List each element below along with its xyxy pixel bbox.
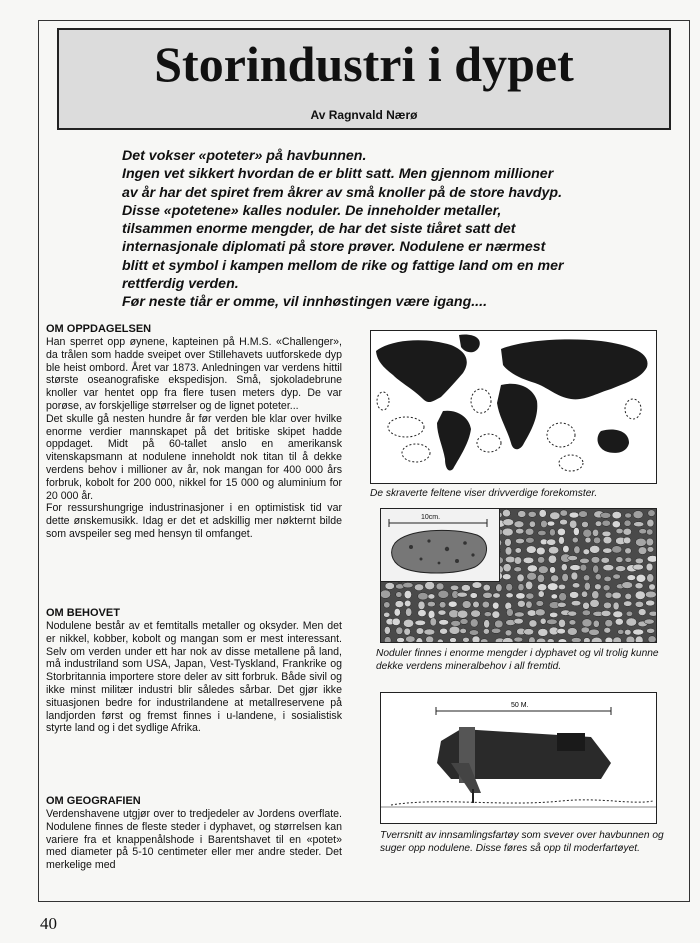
nodule-texture xyxy=(550,512,560,520)
nodule-texture xyxy=(396,592,402,598)
nodule-texture xyxy=(636,574,646,582)
intro-line: Det vokser «poteter» på havbunnen. xyxy=(122,148,367,164)
nodule-texture xyxy=(615,618,623,625)
nodule-texture xyxy=(528,511,536,517)
nodule-texture xyxy=(622,582,633,589)
nodule-texture xyxy=(418,601,425,610)
nodule-texture xyxy=(547,583,558,591)
nodule-texture xyxy=(638,609,646,616)
nodule-texture xyxy=(505,630,512,636)
nodule-texture xyxy=(582,521,589,527)
nodule-texture xyxy=(569,592,578,599)
nodule-texture xyxy=(404,600,411,607)
nodule-texture xyxy=(562,573,569,581)
nodule-texture xyxy=(583,602,590,609)
nodule-texture xyxy=(572,583,580,588)
nodule-texture xyxy=(646,538,653,546)
nodule-texture xyxy=(557,628,566,634)
nodule-texture xyxy=(515,538,524,543)
nodule-texture xyxy=(627,575,636,581)
nodule-texture xyxy=(506,609,513,617)
nodule-texture xyxy=(572,537,578,543)
nodule-texture xyxy=(635,558,643,564)
nodule-texture xyxy=(514,618,523,624)
nodule-texture xyxy=(514,637,523,642)
nodule-texture xyxy=(559,593,567,601)
nodule-texture xyxy=(541,520,548,527)
nodule-texture xyxy=(403,619,413,627)
nodule-texture xyxy=(616,557,623,563)
nodule-texture xyxy=(604,576,611,581)
intro-lead xyxy=(122,147,572,312)
nodule-texture xyxy=(623,528,631,535)
nodule-texture xyxy=(567,628,577,636)
nodule-texture xyxy=(625,548,632,554)
section-paragraph: Nodulene består av et femtitalls metaller og oksyder. Men det er nikkel, kobber, kobolt og mangan som er mest interessant. Selv om verden under ett har nok av disse metallene på land, må industriland som USA, Japan, Vest-Tyskland, Frankrike og Storbritannia importere store deler av sitt forbruk. Både sivil og ikke minst militær industri blir således sårbar. Det gjør ikke situasjonen bedre for industrilandene at metallreservene på landjorden først og fremst finnes i u-landene, i sosialistisk styrte land og i det sydlige Afrika. xyxy=(46,620,342,735)
nodules-photo xyxy=(380,508,657,643)
nodule-texture xyxy=(603,536,612,544)
nodule-texture xyxy=(505,556,515,563)
nodule-texture xyxy=(584,582,590,590)
nodule-texture xyxy=(646,600,655,606)
nodule-texture xyxy=(568,611,577,616)
ship-caption: Tverrsnitt av innsamlingsfartøy som svever over havbunnen og suger opp nodulene. Disse føres så opp til moderfartøyet. xyxy=(380,830,664,854)
nodule-texture xyxy=(568,556,578,561)
nodule-texture xyxy=(385,582,395,589)
nodule-texture xyxy=(592,591,599,599)
nodule-texture xyxy=(472,636,480,642)
nodule-texture xyxy=(525,581,532,590)
nodule-texture xyxy=(514,612,524,617)
nodule-texture xyxy=(563,545,569,552)
nodule-texture xyxy=(462,601,471,609)
nodule-texture xyxy=(579,511,588,518)
nodule-texture xyxy=(495,620,504,628)
nodule-texture xyxy=(647,574,654,583)
nodule-texture xyxy=(529,620,537,627)
nodule-texture xyxy=(557,528,565,535)
nodule-texture xyxy=(593,537,600,544)
nodule-texture xyxy=(504,538,511,546)
nodule-texture xyxy=(416,638,423,642)
nodule-texture xyxy=(484,620,490,628)
nodule-texture xyxy=(633,511,643,519)
nodule-texture xyxy=(604,627,611,633)
scale-label: 50 M. xyxy=(511,702,529,709)
nodule-texture xyxy=(571,638,581,642)
nodule-texture xyxy=(514,567,522,572)
nodule-texture xyxy=(384,626,390,634)
nodule-texture xyxy=(581,591,587,597)
section-paragraph: Verdenshavene utgjør over to tredjedeler av Jordens overflate. Nodulene finnes de fleste steder i dyphavet, og størrelsen kan variere fra et knappenålshode i Barentshavet til en «potet» med diameter på 5-10 centimeter eller mer andre steder. Det merkelige med xyxy=(46,808,342,872)
nodule-texture xyxy=(518,584,524,591)
nodule-texture xyxy=(515,548,521,553)
nodule-texture xyxy=(449,626,460,634)
nodule-texture xyxy=(460,628,467,633)
byline: Av Ragnvald Nærø xyxy=(310,108,418,122)
nodule-texture xyxy=(635,583,643,589)
collector-ship-figure xyxy=(380,692,657,824)
nodule-texture xyxy=(506,583,513,591)
nodule-texture xyxy=(633,564,644,570)
nodule-texture xyxy=(517,600,525,607)
nodule-texture xyxy=(603,548,612,553)
nodule-texture xyxy=(584,638,591,642)
nodule-texture xyxy=(526,601,532,608)
nodule-texture xyxy=(574,546,580,554)
nodule-texture xyxy=(582,619,592,627)
nodule-texture xyxy=(395,601,404,608)
nodule-texture xyxy=(457,610,468,618)
nodule-texture xyxy=(646,529,653,535)
nodule-texture xyxy=(529,521,535,527)
article-title: Storindustri i dypet xyxy=(154,36,574,92)
nodule-texture xyxy=(635,538,646,546)
nodule-texture xyxy=(514,521,524,528)
nodule-texture xyxy=(418,592,429,600)
nodule-texture xyxy=(469,630,479,636)
nodule-texture xyxy=(492,611,500,618)
nodule-texture xyxy=(503,519,514,526)
nodule-texture xyxy=(483,629,489,635)
nodule-texture xyxy=(439,620,449,626)
nodule-texture xyxy=(647,628,655,633)
section-geography xyxy=(46,795,342,872)
nodule-texture xyxy=(624,520,631,526)
nodule-texture xyxy=(529,637,536,642)
nodule-texture xyxy=(547,521,555,526)
nodule-texture xyxy=(538,566,548,574)
nodule-texture xyxy=(538,628,548,636)
nodule-texture xyxy=(602,531,611,537)
nodule-texture xyxy=(626,611,632,616)
nodule-texture xyxy=(648,510,655,517)
section-heading: OM BEHOVET xyxy=(46,607,120,619)
nodule-texture xyxy=(603,602,611,609)
nodule-texture xyxy=(603,564,614,570)
nodule-texture xyxy=(583,549,589,555)
nodule-texture xyxy=(524,629,534,635)
nodule-texture xyxy=(548,555,556,563)
nodule-texture xyxy=(483,584,490,591)
nodule-texture xyxy=(580,564,587,571)
nodule-texture xyxy=(571,600,581,605)
nodule-texture xyxy=(626,636,635,642)
nodule-texture xyxy=(492,602,499,609)
nodule-texture xyxy=(428,610,435,618)
nodule-texture xyxy=(538,591,544,598)
nodule-texture xyxy=(526,546,536,554)
nodule-texture xyxy=(381,590,391,598)
nodule-texture xyxy=(558,639,567,642)
nodule-texture xyxy=(460,619,468,625)
nodule-texture xyxy=(496,584,502,592)
nodule-texture xyxy=(551,575,559,582)
nodule-texture xyxy=(625,557,632,562)
nodule-texture xyxy=(427,601,435,606)
nodule-texture xyxy=(539,510,546,518)
nodule-texture xyxy=(583,575,589,581)
nodule-texture xyxy=(483,592,493,598)
nodule-texture xyxy=(547,539,556,545)
nodule-texture xyxy=(590,599,599,607)
nodule-texture xyxy=(514,557,521,565)
nodule-texture xyxy=(416,628,424,635)
nodule-texture xyxy=(601,557,609,563)
nodule-texture xyxy=(605,619,613,626)
nodule-texture xyxy=(516,593,525,599)
nodule-texture xyxy=(438,590,449,598)
section-heading: OM GEOGRAFIEN xyxy=(46,795,141,807)
nodules-caption: Noduler finnes i enorme mengder i dyphavet og vil trolig kunne dekke verdens mineralbehov i all fremtid. xyxy=(376,648,659,672)
nodule-texture xyxy=(612,521,620,528)
nodule-texture xyxy=(605,637,613,642)
nodule-texture xyxy=(580,558,590,563)
nodule-texture xyxy=(384,637,391,642)
nodule-texture xyxy=(635,601,644,607)
nodule-texture xyxy=(426,636,434,642)
nodule-texture xyxy=(516,528,524,534)
nodule-texture xyxy=(503,564,511,572)
nodule-texture xyxy=(547,619,558,625)
nodule-texture xyxy=(625,593,632,599)
nodule-texture xyxy=(560,510,568,516)
nodule-texture xyxy=(649,611,656,616)
title-banner xyxy=(57,28,671,130)
nodule-texture xyxy=(526,537,535,543)
nodule-texture xyxy=(560,519,568,525)
nodule-texture xyxy=(525,528,534,535)
nodule-texture xyxy=(582,610,590,616)
nodule-texture xyxy=(535,609,545,616)
nodule-texture xyxy=(537,574,544,582)
nodule-texture xyxy=(647,519,654,527)
nodule-texture xyxy=(404,628,411,635)
nodule-texture xyxy=(569,512,579,518)
nodule-texture xyxy=(612,511,621,518)
nodule-texture xyxy=(602,520,611,526)
nodule-texture xyxy=(384,612,390,617)
nodule-texture xyxy=(647,547,654,553)
nodule-texture xyxy=(612,592,621,599)
nodule-texture xyxy=(633,629,644,635)
nodule-texture xyxy=(591,556,600,563)
nodule-texture xyxy=(450,638,457,642)
nodule-texture xyxy=(473,601,480,608)
nodule-texture xyxy=(635,636,643,642)
nodule-texture xyxy=(527,610,536,616)
nodule-texture xyxy=(592,529,598,536)
nodule-texture xyxy=(414,584,423,591)
nodule-texture xyxy=(593,565,599,573)
nodule-texture xyxy=(482,601,489,608)
nodule-texture xyxy=(424,629,435,635)
nodule-texture xyxy=(404,590,411,598)
nodule-texture xyxy=(502,574,511,580)
nodule-texture xyxy=(440,628,448,634)
nodule-texture xyxy=(623,537,631,544)
nodule-texture xyxy=(551,594,557,599)
nodule-texture xyxy=(463,637,470,642)
nodule-texture xyxy=(523,557,534,563)
section-discovery xyxy=(46,323,342,541)
nodule-texture xyxy=(558,537,564,545)
nodule-texture xyxy=(585,537,591,543)
nodule-texture xyxy=(615,566,625,572)
section-heading: OM OPPDAGELSEN xyxy=(46,323,152,335)
nodule-texture xyxy=(595,574,601,580)
nodule-texture xyxy=(550,567,556,574)
nodule-texture xyxy=(540,618,546,624)
nodule-texture xyxy=(397,637,405,642)
nodule-texture xyxy=(538,530,546,535)
nodule-texture xyxy=(537,584,546,591)
map-caption: De skraverte feltene viser drivverdige forekomster. xyxy=(370,488,598,499)
nodule-texture xyxy=(394,608,400,616)
nodule-texture xyxy=(624,629,631,635)
nodule-texture xyxy=(583,529,592,537)
nodule-texture xyxy=(605,592,612,598)
nodule-texture xyxy=(549,612,557,617)
nodule-texture xyxy=(471,610,481,617)
nodule-texture xyxy=(569,620,576,625)
nodule-texture xyxy=(593,620,599,627)
nodule-texture xyxy=(506,593,513,598)
nodule-texture xyxy=(648,636,656,642)
nodule-texture xyxy=(639,529,647,534)
section-paragraph: For ressurshungrige industrinasjoner i en optimistisk tid var dette ønskemusikk. Idag er det et adskillig mer nøkternt bilde som avspeiler seg med hensyn til omfanget. xyxy=(46,502,342,540)
nodule-texture xyxy=(537,557,544,564)
nodule-texture xyxy=(470,593,477,599)
nodule-closeup-inset xyxy=(380,508,500,582)
nodule-texture xyxy=(405,608,411,616)
nodule-texture xyxy=(392,618,400,625)
intro-closing: Før neste tiår er omme, vil innhøstingen være igang.... xyxy=(122,294,488,311)
nodule-texture xyxy=(635,591,645,600)
nodule-texture xyxy=(558,619,565,627)
nodule-texture xyxy=(618,629,624,634)
nodule-texture xyxy=(601,610,611,616)
nodule-texture xyxy=(518,511,526,518)
nodule-texture xyxy=(613,611,623,618)
nodule-texture xyxy=(589,629,600,635)
nodule-texture xyxy=(406,636,416,642)
nodule-texture xyxy=(502,528,513,536)
nodule-texture xyxy=(625,513,632,518)
nodule-texture xyxy=(623,601,631,607)
nodule-texture xyxy=(549,529,555,536)
nodule-texture xyxy=(526,593,534,599)
nodule-texture xyxy=(638,547,647,555)
intro-paragraph: Ingen vet sikkert hvordan de er blitt satt. Men gjennom millioner av år har det spiret frem åkrer av små knoller på de store havdyp. Disse «potetene» kalles noduler. De inneholder metaller, tilsammen enorme mengder, de har det siste tiåret satt det internasjonale diplomati på store prøver. Nodulene er nærmest blitt et symbol i kampen mellom de rike og fattige land om en mer rettferdig verden. xyxy=(122,166,564,293)
nodule-texture xyxy=(384,602,390,608)
nodule-texture xyxy=(403,582,413,587)
nodule-texture xyxy=(634,522,644,527)
nodule-texture xyxy=(502,509,510,516)
nodule-texture xyxy=(557,602,566,607)
nodule-texture xyxy=(517,574,524,582)
nodule-texture xyxy=(570,565,581,571)
nodule-texture xyxy=(396,627,403,635)
nodule-texture xyxy=(470,619,478,627)
section-need xyxy=(46,607,342,735)
section-paragraph: Det skulle gå nesten hundre år før verden ble klar over hvilke enorme verdier mannskapet på det britiske skipet hadde oppdaget. Midt på 60-tallet anslo en amerikansk vitenskapsmann at nodulene inneholdt nok titan til å dekke verdens behov i millioner av år, nok mangan for 400 000 års forbruk, kobolt for 200 000, nikkel for 15 000 og aluminium for 20 000 år. xyxy=(46,412,342,502)
nodule-texture xyxy=(561,564,567,571)
nodule-texture xyxy=(536,547,545,555)
nodule-texture xyxy=(595,584,602,590)
nodule-texture xyxy=(484,612,491,617)
section-paragraph: Han sperret opp øynene, kapteinen på H.M.S. «Challenger», da trålen som hadde sveipet over Stillehavets uutforskede dyp ble heist ombord. Året var 1873. Anledningen var verdens hittil største oseanografiske ekspedisjon. Små, sjokoladebrune knoller var hentet opp fra flere tusen meters dyp. De var porøse, av forskjellige størrelser og de lignet poteter... xyxy=(46,336,342,412)
nodule-texture xyxy=(451,620,461,626)
scale-label: 10cm. xyxy=(421,514,441,521)
nodule-texture xyxy=(626,618,637,626)
nodule-texture xyxy=(436,583,444,590)
nodule-texture xyxy=(644,619,654,624)
nodule-texture xyxy=(573,527,579,535)
nodule-texture xyxy=(493,593,500,598)
nodule-texture xyxy=(428,594,435,599)
nodule-texture xyxy=(612,546,622,553)
nodule-texture xyxy=(481,639,488,642)
nodule-texture xyxy=(527,565,537,572)
nodule-texture xyxy=(569,520,577,528)
nodule-texture xyxy=(437,639,443,642)
nodule-texture xyxy=(418,610,426,617)
nodule-texture xyxy=(613,574,621,579)
nodule-texture xyxy=(438,610,446,615)
nodule-texture xyxy=(505,547,512,555)
nodule-texture xyxy=(616,528,623,533)
nodule-texture xyxy=(457,592,468,597)
nodule-texture xyxy=(600,512,610,518)
nodule-texture xyxy=(548,546,558,554)
nodule-texture xyxy=(448,601,457,607)
nodule-texture xyxy=(649,584,656,590)
nodule-texture xyxy=(430,618,437,626)
nodule-texture xyxy=(595,521,601,527)
nodule-texture xyxy=(491,628,501,633)
nodule-texture xyxy=(536,601,544,607)
nodule-texture xyxy=(450,585,458,590)
world-map-figure xyxy=(370,330,657,484)
page-number: 40 xyxy=(40,914,57,933)
nodule-texture xyxy=(613,602,619,610)
nodule-texture xyxy=(461,585,470,592)
nodule-texture xyxy=(581,627,590,633)
nodule-texture xyxy=(415,620,426,625)
nodule-texture xyxy=(527,572,537,580)
nodule-texture xyxy=(646,563,653,571)
nodule-texture xyxy=(558,584,565,589)
nodule-texture xyxy=(647,555,656,562)
nodule-texture xyxy=(645,591,656,598)
nodule-texture xyxy=(603,585,610,591)
nodule-texture xyxy=(439,602,446,608)
nodule-texture xyxy=(590,545,600,553)
nodule-texture xyxy=(571,572,578,580)
nodule-texture xyxy=(547,639,554,642)
